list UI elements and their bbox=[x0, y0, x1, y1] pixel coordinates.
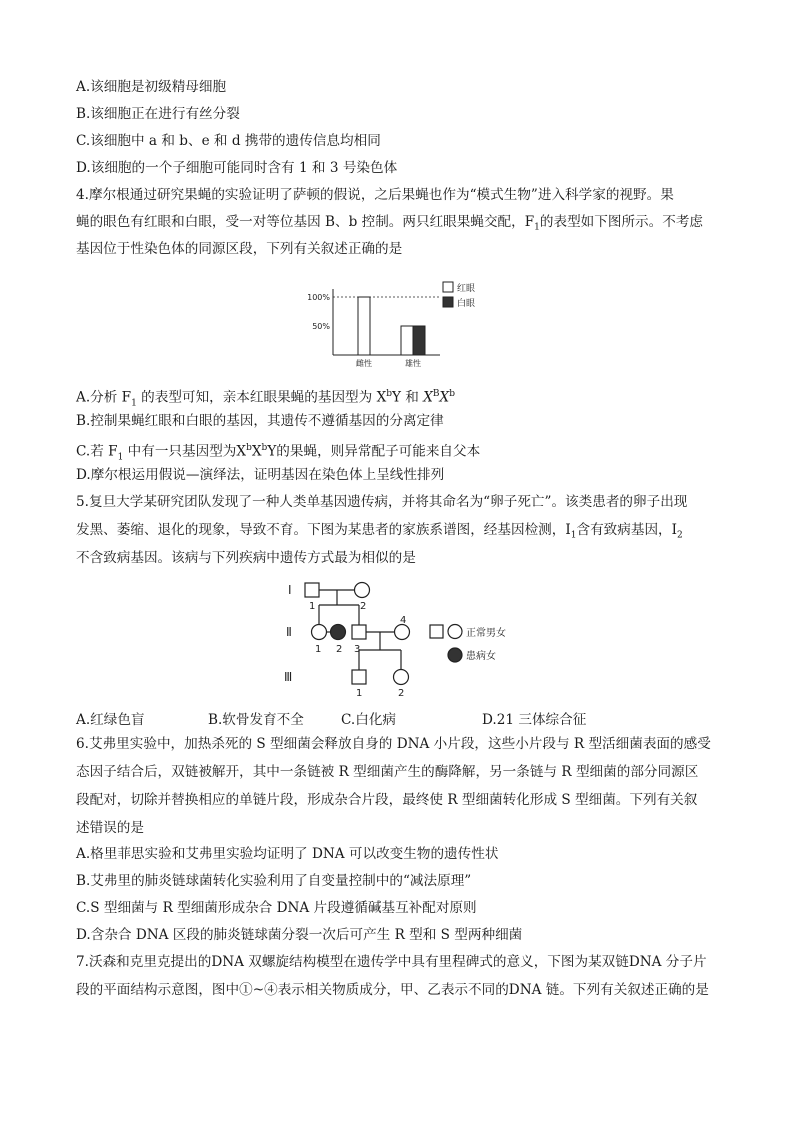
subscript: 1 bbox=[117, 452, 124, 463]
option-text: A.分析 F bbox=[76, 389, 132, 406]
bar-红眼 bbox=[401, 326, 413, 355]
option-4c bbox=[76, 439, 480, 466]
pedigree-chart bbox=[280, 575, 530, 700]
legend-swatch bbox=[443, 297, 453, 307]
legend-label: 患病女 bbox=[466, 651, 496, 662]
x-tick-label: 雌性 bbox=[356, 359, 372, 368]
legend-swatch bbox=[443, 282, 453, 292]
bar-白眼 bbox=[413, 326, 425, 355]
y-tick-label: 100% bbox=[307, 293, 330, 302]
q4-stem-text: 蝇的眼色有红眼和白眼，受一对等位基因 B、b 控制。两只红眼果蝇交配，F bbox=[76, 214, 535, 230]
superscript: b bbox=[449, 389, 455, 399]
option-text: 中有一只基因型为 bbox=[123, 443, 237, 460]
superscript: b bbox=[246, 443, 252, 453]
q6-stem-line2: 态因子结合后，双链被解开，其中一条链被 R 型细菌产生的酶降解，另一条链与 R 型细菌的部分同源区 bbox=[76, 764, 699, 780]
option-text: 的表型可知，亲本红眼果蝇的基因型为 X bbox=[136, 389, 387, 406]
q5-stem-line1: 5.复旦大学某研究团队发现了一种人类单基因遗传病，并将其命名为“卵子死亡”。该类患者的卵子出现 bbox=[76, 494, 688, 510]
q5-stem-line3: 不含致病基因。该病与下列疾病中遗传方式最为相似的是 bbox=[76, 550, 416, 566]
option-4a bbox=[76, 385, 455, 412]
option-text: X bbox=[423, 389, 433, 406]
legend-male-icon bbox=[430, 625, 443, 638]
option-6a: A.格里菲思实验和艾弗里实验均证明了 DNA 可以改变生物的遗传性状 bbox=[76, 846, 499, 862]
pedigree-female-III2 bbox=[394, 670, 409, 685]
generation-label: Ⅱ bbox=[286, 625, 292, 639]
q4-stem-line2 bbox=[76, 213, 703, 237]
option-3d: D.该细胞的一个子细胞可能同时含有 1 和 3 号染色体 bbox=[76, 160, 398, 176]
q6-stem-line1: 6.艾弗里实验中，加热杀死的 S 型细菌会释放自身的 DNA 小片段，这些小片段与 R 型活细菌表面的感受 bbox=[76, 736, 711, 752]
individual-number: 1 bbox=[315, 644, 322, 655]
generation-label: Ⅲ bbox=[284, 670, 293, 684]
q4-stem-text: 的表型如下图所示。不考虑 bbox=[539, 214, 704, 230]
option-5c: C.白化病 bbox=[341, 712, 397, 728]
option-6b: B.艾弗里的肺炎链球菌转化实验利用了自变量控制中的“减法原理” bbox=[76, 873, 472, 889]
q4-stem-line3: 基因位于性染色体的同源区段，下列有关叙述正确的是 bbox=[76, 241, 403, 257]
pedigree-male-II3 bbox=[352, 625, 366, 639]
q5-stem-text: 发黑、萎缩、退化的现象，导致不育。下图为某患者的家族系谱图，经基因检测，Ⅰ bbox=[76, 522, 571, 538]
individual-number: 2 bbox=[398, 688, 405, 699]
legend-label: 白眼 bbox=[457, 299, 476, 309]
option-3a: A.该细胞是初级精母细胞 bbox=[76, 79, 227, 95]
pedigree-female-II4 bbox=[395, 625, 410, 640]
pedigree-male-I1 bbox=[305, 583, 319, 597]
option-text: C.若 F bbox=[76, 443, 118, 460]
legend-label: 红眼 bbox=[457, 284, 476, 294]
q5-options bbox=[0, 708, 793, 728]
option-3c: C.该细胞中 a 和 b、e 和 d 携带的遗传信息均相同 bbox=[76, 133, 381, 149]
option-text: Y 和 bbox=[392, 389, 424, 406]
individual-number: 1 bbox=[309, 601, 316, 612]
bar-chart bbox=[300, 272, 500, 372]
pedigree-male-III1 bbox=[352, 670, 366, 684]
option-4b: B.控制果蝇红眼和白眼的基因，其遗传不遵循基因的分离定律 bbox=[76, 413, 444, 429]
pedigree-affected-female-II2 bbox=[331, 625, 346, 640]
superscript: b bbox=[386, 389, 393, 399]
subscript: 1 bbox=[131, 398, 137, 409]
option-text: X bbox=[439, 389, 450, 406]
individual-number: 3 bbox=[354, 644, 361, 655]
option-5b: B.软骨发育不全 bbox=[208, 712, 304, 728]
individual-number: 4 bbox=[400, 615, 407, 626]
q5-stem-text: 含有致病基因，Ⅰ bbox=[576, 522, 678, 538]
q4-stem-line1: 4.摩尔根通过研究果蝇的实验证明了萨顿的假说，之后果蝇也作为“模式生物”进入科学家的视野。果 bbox=[76, 187, 674, 203]
q5-stem-line2 bbox=[76, 521, 683, 545]
option-4d: D.摩尔根运用假说—演绎法，证明基因在染色体上呈线性排列 bbox=[76, 467, 445, 483]
q7-stem-line1: 7.沃森和克里克提出的DNA 双螺旋结构模型在遗传学中具有里程碑式的意义，下图为某双链DNA 分子片 bbox=[76, 954, 707, 970]
option-5d: D.21 三体综合征 bbox=[482, 712, 587, 728]
option-text: X bbox=[236, 443, 247, 460]
option-text: Y的果蝇，则异常配子可能来自父本 bbox=[267, 443, 481, 460]
legend-label: 正常男女 bbox=[466, 628, 506, 639]
individual-number: 2 bbox=[360, 601, 367, 612]
y-tick-label: 50% bbox=[312, 322, 330, 331]
option-text: X bbox=[251, 443, 262, 460]
pedigree-female-II1 bbox=[312, 625, 327, 640]
generation-label: Ⅰ bbox=[288, 583, 292, 597]
pedigree-female-I2 bbox=[355, 583, 370, 598]
individual-number: 2 bbox=[336, 644, 343, 655]
option-5a: A.红绿色盲 bbox=[76, 712, 145, 728]
option-3b: B.该细胞正在进行有丝分裂 bbox=[76, 106, 240, 122]
superscript: B bbox=[432, 389, 440, 399]
bar-红眼 bbox=[358, 297, 370, 355]
q6-stem-line3: 段配对，切除并替换相应的单链片段，形成杂合片段，最终使 R 型细菌转化形成 S 型细菌。下列有关叙 bbox=[76, 792, 698, 808]
subscript: 1 bbox=[570, 530, 577, 541]
subscript: 1 bbox=[534, 222, 540, 233]
option-6d: D.含杂合 DNA 区段的肺炎链球菌分裂一次后可产生 R 型和 S 型两种细菌 bbox=[76, 927, 523, 943]
x-tick-label: 雄性 bbox=[405, 359, 421, 368]
legend-female-icon bbox=[448, 625, 462, 639]
q7-stem-line2: 段的平面结构示意图，图中①~④表示相关物质成分，甲、乙表示不同的DNA 链。下列有关叙述正确的是 bbox=[76, 982, 709, 998]
legend-affected-icon bbox=[448, 648, 462, 662]
subscript: 2 bbox=[677, 530, 683, 541]
superscript: b bbox=[261, 443, 268, 453]
individual-number: 1 bbox=[356, 688, 363, 699]
option-6c: C.S 型细菌与 R 型细菌形成杂合 DNA 片段遵循碱基互补配对原则 bbox=[76, 900, 477, 916]
q6-stem-line4: 述错误的是 bbox=[76, 820, 144, 836]
